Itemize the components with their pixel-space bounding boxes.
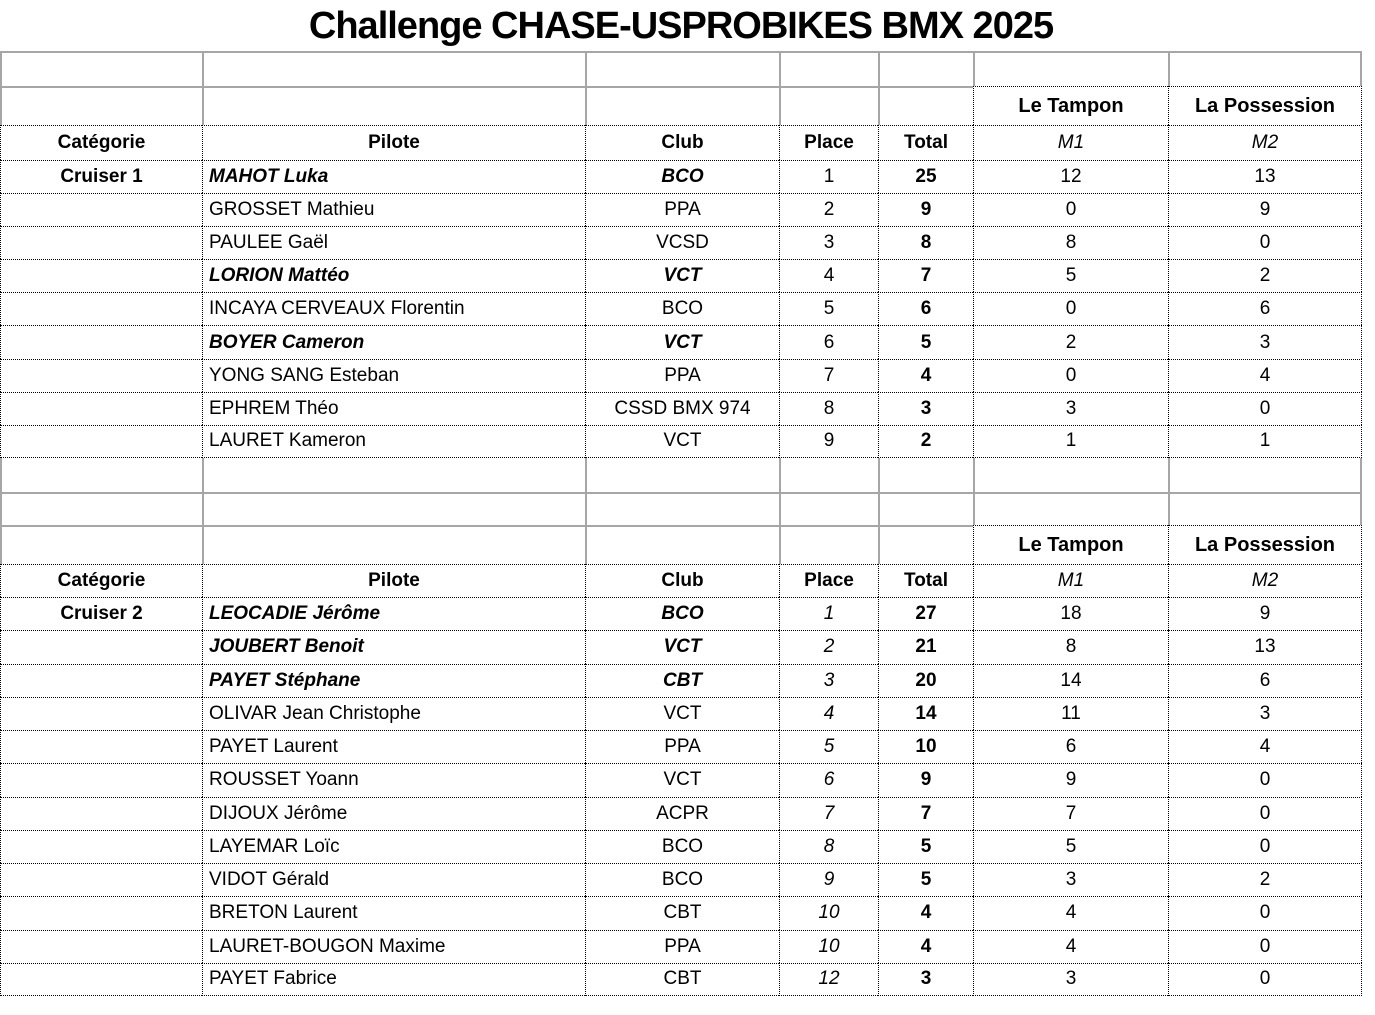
empty-cell [585, 86, 779, 125]
cell-total[interactable]: 21 [878, 630, 973, 663]
table-row [0, 863, 1362, 896]
col-header-total[interactable]: Total [878, 125, 973, 160]
cell-m1[interactable]: 3 [973, 863, 1168, 896]
empty-cell [878, 525, 973, 564]
table-body-2 [0, 597, 1362, 996]
cell-pilote[interactable]: OLIVAR Jean Christophe [202, 697, 585, 730]
table-body-1 [0, 160, 1362, 458]
empty-cell [779, 51, 878, 86]
cell-pilote[interactable]: GROSSET Mathieu [202, 193, 585, 226]
cell-pilote[interactable]: ROUSSET Yoann [202, 763, 585, 796]
col-header-m2[interactable]: M2 [1168, 125, 1362, 160]
cell-place[interactable]: 1 [779, 597, 878, 630]
cell-place[interactable]: 6 [779, 763, 878, 796]
cell-total[interactable]: 20 [878, 664, 973, 697]
cell-total[interactable]: 8 [878, 226, 973, 259]
venue-le-tampon-cell[interactable]: Le Tampon [973, 525, 1168, 564]
cell-categorie [0, 896, 202, 929]
cell-club[interactable]: BCO [585, 292, 779, 325]
empty-cell [0, 458, 202, 492]
cell-club[interactable]: VCT [585, 425, 779, 458]
table-row [0, 697, 1362, 730]
header-row [0, 564, 1362, 597]
cell-m1[interactable]: 2 [973, 325, 1168, 358]
col-header-m2[interactable]: M2 [1168, 564, 1362, 597]
cell-m2[interactable]: 0 [1168, 226, 1362, 259]
cell-m2[interactable]: 0 [1168, 797, 1362, 830]
cell-m2[interactable]: 9 [1168, 597, 1362, 630]
cell-total[interactable]: 4 [878, 896, 973, 929]
cell-categorie [0, 425, 202, 458]
cell-m1[interactable]: 0 [973, 292, 1168, 325]
cell-club[interactable]: CSSD BMX 974 [585, 392, 779, 425]
table-row [0, 193, 1362, 226]
cell-club[interactable]: BCO [585, 597, 779, 630]
cell-place[interactable]: 4 [779, 259, 878, 292]
cell-club[interactable]: PPA [585, 930, 779, 963]
cell-club[interactable]: CBT [585, 963, 779, 996]
cell-m1[interactable]: 1 [973, 425, 1168, 458]
table-row [0, 763, 1362, 796]
cell-categorie [0, 664, 202, 697]
cell-total[interactable]: 9 [878, 193, 973, 226]
empty-cell [878, 51, 973, 86]
cell-categorie [0, 730, 202, 763]
table-row [0, 425, 1362, 458]
cell-categorie [0, 292, 202, 325]
cell-m2[interactable]: 0 [1168, 830, 1362, 863]
cell-place[interactable]: 8 [779, 830, 878, 863]
cell-pilote[interactable]: LAURET-BOUGON Maxime [202, 930, 585, 963]
cell-place[interactable]: 3 [779, 226, 878, 259]
cell-m1[interactable]: 14 [973, 664, 1168, 697]
table-row [0, 963, 1362, 996]
cell-m2[interactable]: 6 [1168, 664, 1362, 697]
cell-m1[interactable]: 4 [973, 896, 1168, 929]
cell-m2[interactable]: 0 [1168, 392, 1362, 425]
cell-m2[interactable]: 4 [1168, 730, 1362, 763]
spacer-row [0, 492, 1362, 525]
cell-m2[interactable]: 0 [1168, 963, 1362, 996]
cell-pilote[interactable]: PAYET Laurent [202, 730, 585, 763]
cell-total[interactable]: 2 [878, 425, 973, 458]
cell-m2[interactable]: 9 [1168, 193, 1362, 226]
cell-club[interactable]: ACPR [585, 797, 779, 830]
empty-cell [1168, 51, 1362, 86]
cell-m1[interactable]: 11 [973, 697, 1168, 730]
cell-m2[interactable]: 1 [1168, 425, 1362, 458]
cell-m1[interactable]: 8 [973, 630, 1168, 663]
empty-cell [878, 492, 973, 525]
empty-cell [0, 86, 202, 125]
cell-pilote[interactable]: LAURET Kameron [202, 425, 585, 458]
table-head-2 [0, 458, 1362, 597]
cell-place[interactable]: 10 [779, 896, 878, 929]
cell-club[interactable]: VCSD [585, 226, 779, 259]
cell-categorie [0, 863, 202, 896]
cell-categorie [0, 930, 202, 963]
cell-place[interactable]: 9 [779, 425, 878, 458]
venue-la-possession-cell[interactable]: La Possession [1168, 86, 1362, 125]
cell-pilote[interactable]: EPHREM Théo [202, 392, 585, 425]
cell-place[interactable]: 8 [779, 392, 878, 425]
empty-cell [585, 492, 779, 525]
cell-club[interactable]: PPA [585, 193, 779, 226]
cell-pilote[interactable]: YONG SANG Esteban [202, 359, 585, 392]
empty-cell [202, 492, 585, 525]
cell-m1[interactable]: 4 [973, 930, 1168, 963]
cell-pilote[interactable]: VIDOT Gérald [202, 863, 585, 896]
cell-m1[interactable]: 8 [973, 226, 1168, 259]
cell-club[interactable]: BCO [585, 830, 779, 863]
cell-total[interactable]: 9 [878, 763, 973, 796]
cell-pilote[interactable]: BRETON Laurent [202, 896, 585, 929]
cell-place[interactable]: 7 [779, 359, 878, 392]
cell-pilote[interactable]: PAYET Fabrice [202, 963, 585, 996]
cell-total[interactable]: 4 [878, 930, 973, 963]
cell-total[interactable]: 7 [878, 797, 973, 830]
cell-m1[interactable]: 3 [973, 392, 1168, 425]
cell-pilote[interactable]: INCAYA CERVEAUX Florentin [202, 292, 585, 325]
table-row [0, 259, 1362, 292]
table-row [0, 830, 1362, 863]
col-header-club[interactable]: Club [585, 125, 779, 160]
cell-pilote[interactable]: PAYET Stéphane [202, 664, 585, 697]
cell-club[interactable]: VCT [585, 763, 779, 796]
empty-cell [779, 458, 878, 492]
cell-place[interactable]: 5 [779, 730, 878, 763]
cell-club[interactable]: CBT [585, 896, 779, 929]
cell-total[interactable]: 3 [878, 392, 973, 425]
cell-total[interactable]: 7 [878, 259, 973, 292]
cell-m1[interactable]: 9 [973, 763, 1168, 796]
venue-la-possession-cell[interactable]: La Possession [1168, 525, 1362, 564]
cell-m1[interactable]: 0 [973, 193, 1168, 226]
empty-cell [779, 86, 878, 125]
cell-categorie [0, 963, 202, 996]
cell-m2[interactable]: 0 [1168, 930, 1362, 963]
col-header-place[interactable]: Place [779, 125, 878, 160]
col-header-pilote[interactable]: Pilote [202, 564, 585, 597]
cell-categorie [0, 830, 202, 863]
cell-categorie [0, 797, 202, 830]
col-header-categorie[interactable]: Catégorie [0, 564, 202, 597]
cell-categorie [0, 359, 202, 392]
cell-club[interactable]: BCO [585, 160, 779, 193]
cell-m2[interactable]: 3 [1168, 325, 1362, 358]
table-row [0, 359, 1362, 392]
empty-cell [585, 51, 779, 86]
col-header-club[interactable]: Club [585, 564, 779, 597]
col-header-pilote[interactable]: Pilote [202, 125, 585, 160]
empty-cell [973, 51, 1168, 86]
empty-cell [202, 86, 585, 125]
results-table-cruiser-1 [0, 51, 1362, 458]
table-row [0, 160, 1362, 193]
cell-categorie [0, 193, 202, 226]
empty-cell [973, 458, 1168, 492]
cell-m2[interactable]: 13 [1168, 630, 1362, 663]
cell-total[interactable]: 5 [878, 830, 973, 863]
empty-cell [0, 492, 202, 525]
empty-cell [585, 458, 779, 492]
spacer-row [0, 51, 1362, 86]
cell-m2[interactable]: 6 [1168, 292, 1362, 325]
table-row [0, 930, 1362, 963]
cell-place[interactable]: 9 [779, 863, 878, 896]
cell-m2[interactable]: 0 [1168, 763, 1362, 796]
cell-categorie[interactable]: Cruiser 1 [0, 160, 202, 193]
table-row [0, 664, 1362, 697]
empty-cell [0, 51, 202, 86]
cell-m2[interactable]: 13 [1168, 160, 1362, 193]
cell-m2[interactable]: 2 [1168, 863, 1362, 896]
cell-total[interactable]: 3 [878, 963, 973, 996]
cell-total[interactable]: 4 [878, 359, 973, 392]
table-row [0, 630, 1362, 663]
cell-pilote[interactable]: PAULEE Gaël [202, 226, 585, 259]
cell-place[interactable]: 5 [779, 292, 878, 325]
venue-row [0, 86, 1362, 125]
empty-cell [1168, 458, 1362, 492]
results-table-cruiser-2 [0, 458, 1362, 996]
table-row [0, 797, 1362, 830]
empty-cell [202, 525, 585, 564]
cell-total[interactable]: 27 [878, 597, 973, 630]
cell-categorie [0, 392, 202, 425]
table-row [0, 325, 1362, 358]
header-row [0, 125, 1362, 160]
cell-m1[interactable]: 12 [973, 160, 1168, 193]
empty-cell [779, 525, 878, 564]
cell-place[interactable]: 1 [779, 160, 878, 193]
cell-m1[interactable]: 3 [973, 963, 1168, 996]
cell-categorie [0, 763, 202, 796]
page-title: Challenge CHASE-USPROBIKES BMX 2025 [308, 5, 1054, 47]
cell-club[interactable]: VCT [585, 325, 779, 358]
table-row [0, 392, 1362, 425]
cell-club[interactable]: PPA [585, 359, 779, 392]
cell-club[interactable]: VCT [585, 697, 779, 730]
cell-total[interactable]: 10 [878, 730, 973, 763]
cell-m1[interactable]: 6 [973, 730, 1168, 763]
cell-pilote[interactable]: LEOCADIE Jérôme [202, 597, 585, 630]
cell-pilote[interactable]: JOUBERT Benoit [202, 630, 585, 663]
empty-cell [202, 458, 585, 492]
table-row [0, 730, 1362, 763]
empty-cell [973, 492, 1168, 525]
cell-place[interactable]: 7 [779, 797, 878, 830]
table-head-1 [0, 51, 1362, 160]
table-row [0, 896, 1362, 929]
cell-total[interactable]: 5 [878, 863, 973, 896]
cell-club[interactable]: VCT [585, 630, 779, 663]
cell-categorie [0, 226, 202, 259]
cell-place[interactable]: 10 [779, 930, 878, 963]
cell-place[interactable]: 2 [779, 630, 878, 663]
cell-m2[interactable]: 3 [1168, 697, 1362, 730]
table-row [0, 597, 1362, 630]
venue-row [0, 525, 1362, 564]
cell-place[interactable]: 4 [779, 697, 878, 730]
cell-m1[interactable]: 5 [973, 830, 1168, 863]
cell-categorie [0, 630, 202, 663]
cell-pilote[interactable]: LAYEMAR Loïc [202, 830, 585, 863]
empty-cell [1168, 492, 1362, 525]
cell-total[interactable]: 5 [878, 325, 973, 358]
cell-m2[interactable]: 4 [1168, 359, 1362, 392]
empty-cell [779, 492, 878, 525]
cell-pilote[interactable]: MAHOT Luka [202, 160, 585, 193]
cell-place[interactable]: 6 [779, 325, 878, 358]
empty-cell [0, 525, 202, 564]
empty-cell [878, 86, 973, 125]
cell-pilote[interactable]: BOYER Cameron [202, 325, 585, 358]
cell-pilote[interactable]: LORION Mattéo [202, 259, 585, 292]
col-header-place[interactable]: Place [779, 564, 878, 597]
cell-place[interactable]: 2 [779, 193, 878, 226]
spacer-row [0, 458, 1362, 492]
cell-total[interactable]: 14 [878, 697, 973, 730]
table-row [0, 226, 1362, 259]
cell-m2[interactable]: 2 [1168, 259, 1362, 292]
venue-le-tampon-cell[interactable]: Le Tampon [973, 86, 1168, 125]
cell-m1[interactable]: 7 [973, 797, 1168, 830]
col-header-m1[interactable]: M1 [973, 125, 1168, 160]
cell-categorie [0, 259, 202, 292]
empty-cell [878, 458, 973, 492]
empty-cell [202, 51, 585, 86]
cell-m1[interactable]: 18 [973, 597, 1168, 630]
cell-club[interactable]: BCO [585, 863, 779, 896]
col-header-categorie[interactable]: Catégorie [0, 125, 202, 160]
cell-total[interactable]: 6 [878, 292, 973, 325]
cell-m1[interactable]: 5 [973, 259, 1168, 292]
cell-place[interactable]: 3 [779, 664, 878, 697]
empty-cell [585, 525, 779, 564]
cell-categorie [0, 697, 202, 730]
cell-total[interactable]: 25 [878, 160, 973, 193]
col-header-m1[interactable]: M1 [973, 564, 1168, 597]
cell-categorie [0, 325, 202, 358]
cell-pilote[interactable]: DIJOUX Jérôme [202, 797, 585, 830]
cell-club[interactable]: CBT [585, 664, 779, 697]
cell-m2[interactable]: 0 [1168, 896, 1362, 929]
cell-categorie[interactable]: Cruiser 2 [0, 597, 202, 630]
cell-club[interactable]: VCT [585, 259, 779, 292]
cell-club[interactable]: PPA [585, 730, 779, 763]
table-row [0, 292, 1362, 325]
col-header-total[interactable]: Total [878, 564, 973, 597]
cell-m1[interactable]: 0 [973, 359, 1168, 392]
cell-place[interactable]: 12 [779, 963, 878, 996]
